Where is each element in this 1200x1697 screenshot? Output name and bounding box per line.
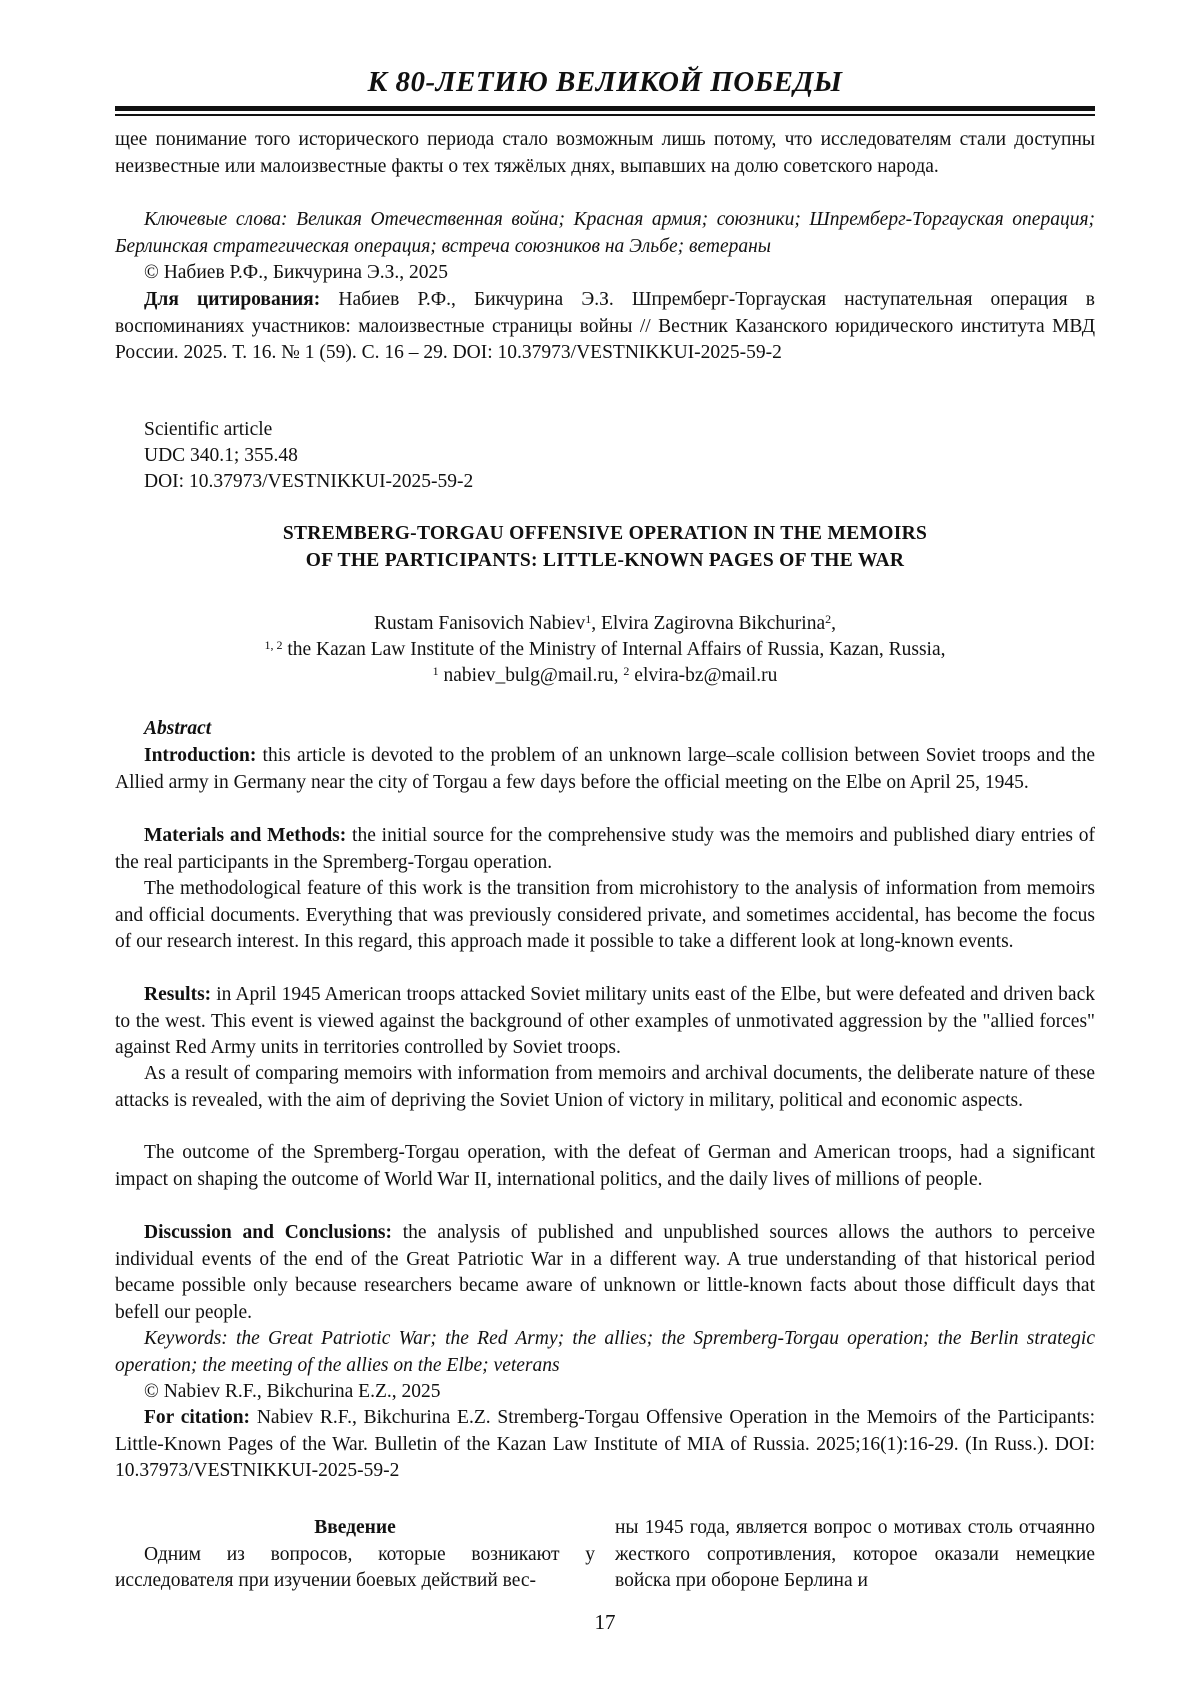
en-citation-text: Nabiev R.F., Bikchurina E.Z. Stremberg-Torgau Offensive Operation in the Memoirs of the Participants: Little-Known Pages of the War. Bulletin of the Kazan Law Institute of MIA of Russia. 2025;16(1):16-29. (In Russ.). DOI: 10.37973/VESTNIKKUI-2025-59-2 xyxy=(115,1407,1095,1481)
author-separator: , xyxy=(591,613,601,634)
ru-citation-text: Набиев Р.Ф., Бикчурина Э.З. Шпремберг-Торгауская наступательная операция в воспоминаниях участников: малоизвестные страницы войны // Вестник Казанского юридического института МВД России. 2025. Т. 16. № 1 (59). С. 16 – 29. DOI: 10.37973/VESTNIKKUI-2025-59-2 xyxy=(115,289,1095,363)
en-citation xyxy=(115,1405,1095,1485)
affiliation-sup: 1, 2 xyxy=(264,638,282,652)
ru-copyright: © Набиев Р.Ф., Бикчурина Э.З., 2025 xyxy=(115,260,1095,287)
introduction-label: Introduction: xyxy=(144,745,256,766)
ru-keywords: Ключевые слова: Великая Отечественная война; Красная армия; союзники; Шпремберг-Торгауская операция; Берлинская стратегическая операция; встреча союзников на Эльбе; ветераны xyxy=(115,207,1095,260)
results-label: Results: xyxy=(144,984,211,1005)
results-text: in April 1945 American troops attacked Soviet military units east of the Elbe, but were defeated and driven back to the west. This event is viewed against the background of other examples of unmotivated aggression by the "allied forces" against Red Army units in territories controlled by Soviet troops. xyxy=(115,984,1095,1058)
article-title-line-2: OF THE PARTICIPANTS: LITTLE-KNOWN PAGES OF THE WAR xyxy=(115,547,1095,574)
page-number: 17 xyxy=(115,1610,1095,1635)
affiliation-text: the Kazan Law Institute of the Ministry of Internal Affairs of Russia, Kazan, Russia, xyxy=(282,639,945,660)
author-1-sup: 1 xyxy=(585,612,591,626)
running-header: К 80-ЛЕТИЮ ВЕЛИКОЙ ПОБЕДЫ xyxy=(115,62,1095,102)
email-1: nabiev_bulg@mail.ru, xyxy=(439,665,624,686)
ru-abstract-continuation: щее понимание того исторического периода стало возможным лишь потому, что исследователям стали доступны неизвестные или малоизвестные факты о тех тяжёлых днях, выпавших на долю советского народа. xyxy=(115,127,1095,180)
journal-page xyxy=(0,0,1200,1697)
body-right-column xyxy=(615,1515,1095,1595)
abstract-results xyxy=(115,982,1095,1062)
methods-text: the initial source for the comprehensive study was the memoirs and published diary entries of the real participants in the Spremberg-Torgau operation. xyxy=(115,825,1095,873)
discussion-label: Discussion and Conclusions: xyxy=(144,1222,392,1243)
en-keywords: Keywords: the Great Patriotic War; the Red Army; the allies; the Spremberg-Torgau operation; the Berlin strategic operation; the meeting of the allies on the Elbe; veterans xyxy=(115,1326,1095,1379)
udc: UDC 340.1; 355.48 xyxy=(144,443,298,469)
email-2-sup: 2 xyxy=(623,664,629,678)
email-1-sup: 1 xyxy=(433,664,439,678)
doi: DOI: 10.37973/VESTNIKKUI-2025-59-2 xyxy=(144,469,473,495)
left-column-text: Одним из вопросов, которые возникают у исследователя при изучении боевых действий вес- xyxy=(115,1542,595,1595)
abstract-comparison: As a result of comparing memoirs with information from memoirs and archival documents, the deliberate nature of these attacks is revealed, with the aim of depriving the Soviet Union of victory in military, political and economic aspects. xyxy=(115,1061,1095,1114)
introduction-text: this article is devoted to the problem of an unknown large–scale collision between Soviet troops and the Allied army in Germany near the city of Torgau a few days before the official meeting on the Elbe on April 25, 1945. xyxy=(115,745,1095,793)
email-2: elvira-bz@mail.ru xyxy=(629,665,777,686)
author-end: , xyxy=(831,613,836,634)
author-2: Elvira Zagirovna Bikchurina xyxy=(601,613,825,634)
en-citation-label: For citation: xyxy=(144,1407,250,1428)
abstract-methodology: The methodological feature of this work is the transition from microhistory to the analysis of information from memoirs and official documents. Everything that was previously considered private, and sometimes accidental, has become the focus of our research interest. In this regard, this approach made it possible to take a different look at long-known events. xyxy=(115,876,1095,956)
author-1: Rustam Fanisovich Nabiev xyxy=(374,613,585,634)
article-title-line-1: STREMBERG-TORGAU OFFENSIVE OPERATION IN THE MEMOIRS xyxy=(115,520,1095,547)
abstract-outcome: The outcome of the Spremberg-Torgau operation, with the defeat of German and American troops, had a significant impact on shaping the outcome of World War II, international politics, and the daily lives of millions of people. xyxy=(115,1140,1095,1193)
ru-citation xyxy=(115,287,1095,367)
en-copyright: © Nabiev R.F., Bikchurina E.Z., 2025 xyxy=(115,1379,1095,1406)
abstract-introduction xyxy=(115,743,1095,796)
section-title: Введение xyxy=(115,1515,595,1542)
right-column-text: ны 1945 года, является вопрос о мотивах столь отчаянно жесткого сопротивления, которое оказали немецкие войска при обороне Берлина и xyxy=(615,1515,1095,1595)
abstract-methods xyxy=(115,823,1095,876)
author-2-sup: 2 xyxy=(825,612,831,626)
body-left-column xyxy=(115,1515,595,1595)
methods-label: Materials and Methods: xyxy=(144,825,346,846)
discussion-text: the analysis of published and unpublished sources allows the authors to perceive individual events of the end of the Great Patriotic War in a different way. A true understanding of that historical period became possible only because researchers became aware of unknown or little-known facts about those difficult days that befell our people. xyxy=(115,1222,1095,1323)
ru-citation-label: Для цитирования: xyxy=(144,289,320,310)
emails xyxy=(115,658,1095,689)
header-rule-thin xyxy=(115,114,1095,116)
article-type: Scientific article xyxy=(144,417,272,443)
abstract-discussion xyxy=(115,1220,1095,1326)
abstract-heading: Abstract xyxy=(115,716,1095,743)
header-rule-thick xyxy=(115,106,1095,111)
